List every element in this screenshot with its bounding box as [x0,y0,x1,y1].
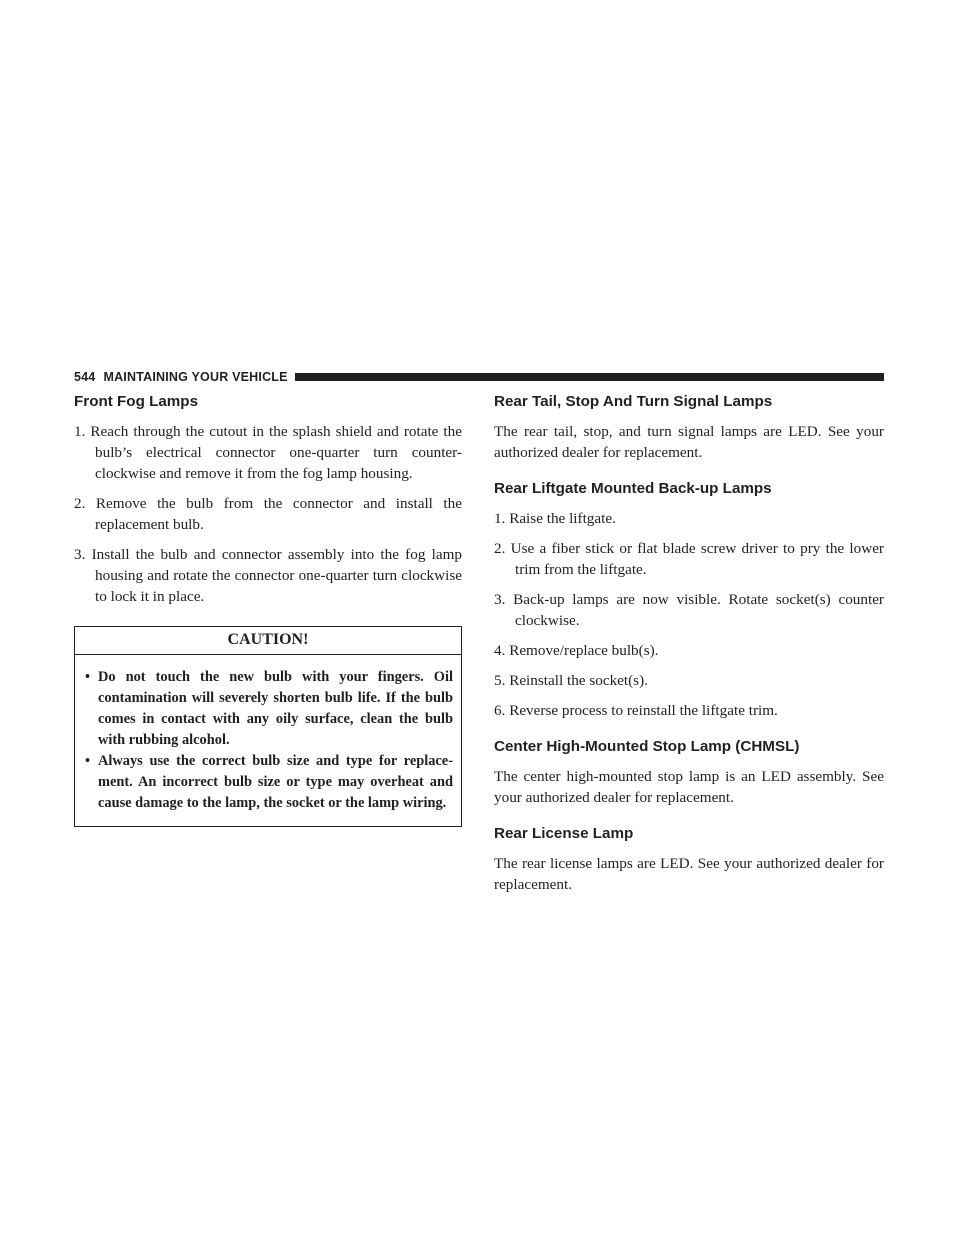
front-fog-steps [74,421,462,607]
list-item: 3. Install the bulb and connector assembly into the fog lamp housing and rotate the connector one-quarter turn clockwise to lock it in place. [74,546,462,605]
header-rule [295,373,884,381]
liftgate-steps [494,508,884,721]
paragraph-rear-tail: The rear tail, stop, and turn signal lamps are LED. See your authorized dealer for replacement. [494,423,884,461]
caution-box [74,626,462,827]
caution-list [75,655,461,826]
section-title: MAINTAINING YOUR VEHICLE [103,370,288,384]
bullet-icon: • [85,669,91,685]
heading-rear-tail-lamps: Rear Tail, Stop And Turn Signal Lamps [494,393,773,410]
list-item: 2. Remove the bulb from the connector and install the replacement bulb. [74,495,462,533]
heading-liftgate-backup-lamps: Rear Liftgate Mounted Back-up Lamps [494,480,772,497]
page-number: 544 [74,370,96,384]
list-item: 5. Reinstall the socket(s). [494,672,648,689]
heading-front-fog-lamps: Front Fog Lamps [74,393,199,410]
list-item: 3. Back-up lamps are now visible. Rotate socket(s) counter clockwise. [494,591,884,629]
caution-title: CAUTION! [75,627,461,655]
paragraph-rear-license: The rear license lamps are LED. See your authorized dealer for replacement. [494,855,884,893]
left-column [74,392,462,827]
page-header [74,370,884,384]
heading-rear-license-lamp: Rear License Lamp [494,825,634,842]
list-item: 1. Reach through the cutout in the splash shield and rotate the bulb’s electrical connector one-quarter turn counter-clockwise and remove it from the fog lamp housing. [74,423,462,482]
bullet-icon: • [85,753,91,769]
list-item: 2. Use a fiber stick or flat blade screw driver to pry the lower trim from the liftgate. [494,540,884,578]
caution-item: • Always use the correct bulb size and type for replace-ment. An incorrect bulb size or type may overheat and cause damage to the lamp, the socket or the lamp wiring. [85,753,453,811]
heading-chmsl: Center High-Mounted Stop Lamp (CHMSL) [494,738,800,755]
list-item: 6. Reverse process to reinstall the liftgate trim. [494,702,778,719]
list-item: 4. Remove/replace bulb(s). [494,642,659,659]
list-item: 1. Raise the liftgate. [494,510,616,527]
caution-item: • Do not touch the new bulb with your fingers. Oil contamination will severely shorten bulb life. If the bulb comes in contact with any oily surface, clean the bulb with rubbing alcohol. [85,669,453,748]
paragraph-chmsl: The center high-mounted stop lamp is an LED assembly. See your authorized dealer for replacement. [494,768,884,806]
right-column [494,392,884,895]
